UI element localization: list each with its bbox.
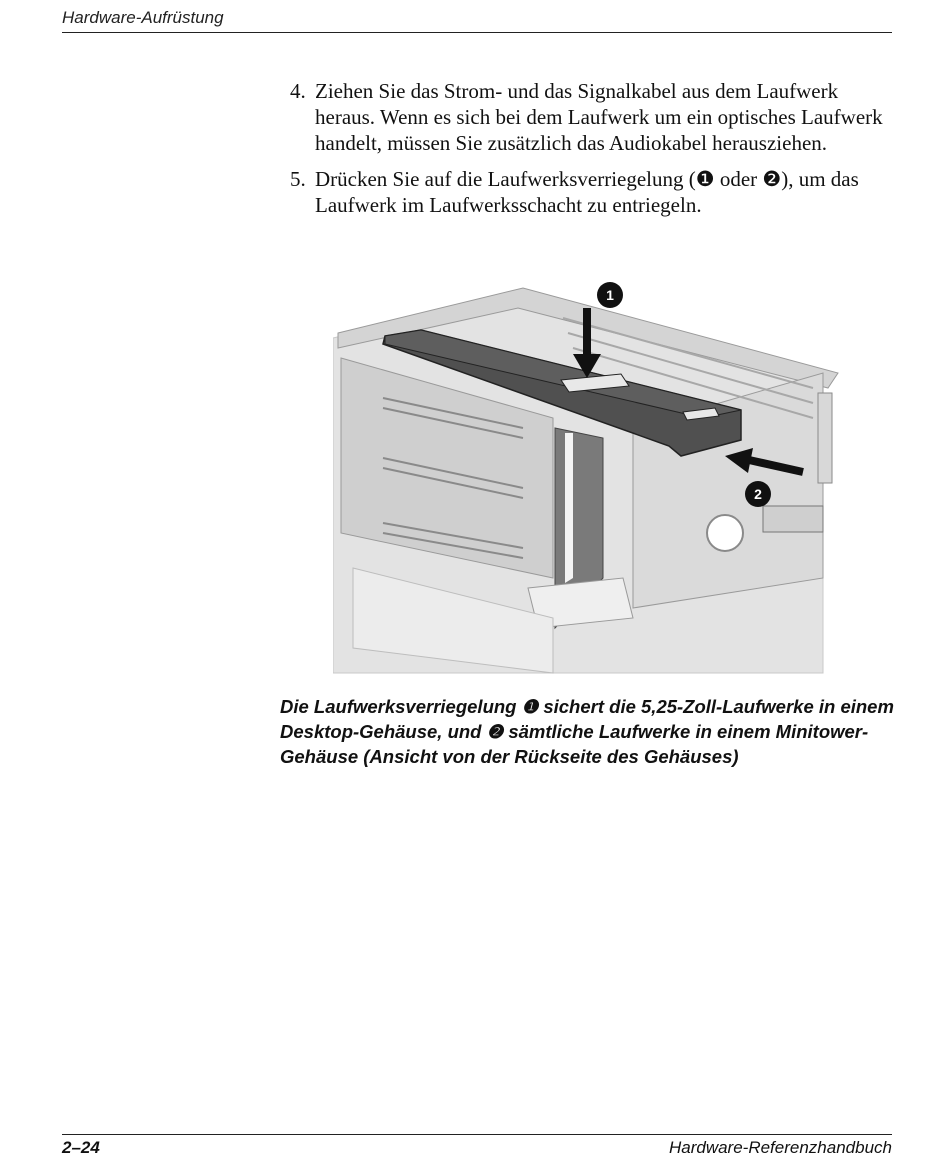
page-footer	[62, 1134, 892, 1161]
callout-1	[597, 282, 623, 308]
step-number: 4.	[290, 79, 306, 103]
svg-text:1: 1	[606, 287, 614, 303]
step-5	[290, 166, 900, 218]
step-4	[290, 78, 900, 156]
svg-text:2: 2	[754, 486, 762, 502]
step-number: 5.	[290, 167, 306, 191]
drive-lock-illustration	[333, 278, 841, 678]
instruction-steps	[290, 78, 900, 228]
header-title: Hardware-Aufrüstung	[62, 8, 224, 27]
step-text: Ziehen Sie das Strom- und das Signalkabel aus dem Laufwerk heraus. Wenn es sich bei dem Laufwerk um ein optisches Laufwerk handelt, müssen Sie zusätzlich das Audiokabel herausziehen.	[315, 79, 883, 155]
step-text: Drücken Sie auf die Laufwerksverriegelung (❶ oder ❷), um das Laufwerk im Laufwerksschacht zu entriegeln.	[315, 167, 859, 217]
callout-2	[745, 481, 771, 507]
figure-caption: Die Laufwerksverriegelung ❶ sichert die 5,25-Zoll-Laufwerke in einem Desktop-Gehäuse, und ❷ sämtliche Laufwerke in einem Minitower-Gehäuse (Ansicht von der Rückseite des Gehäuses)	[280, 696, 894, 767]
page-number: 2–24	[62, 1138, 100, 1157]
chassis-drawing	[333, 278, 841, 678]
page-header	[62, 6, 892, 33]
book-title: Hardware-Referenzhandbuch	[668, 1138, 892, 1157]
